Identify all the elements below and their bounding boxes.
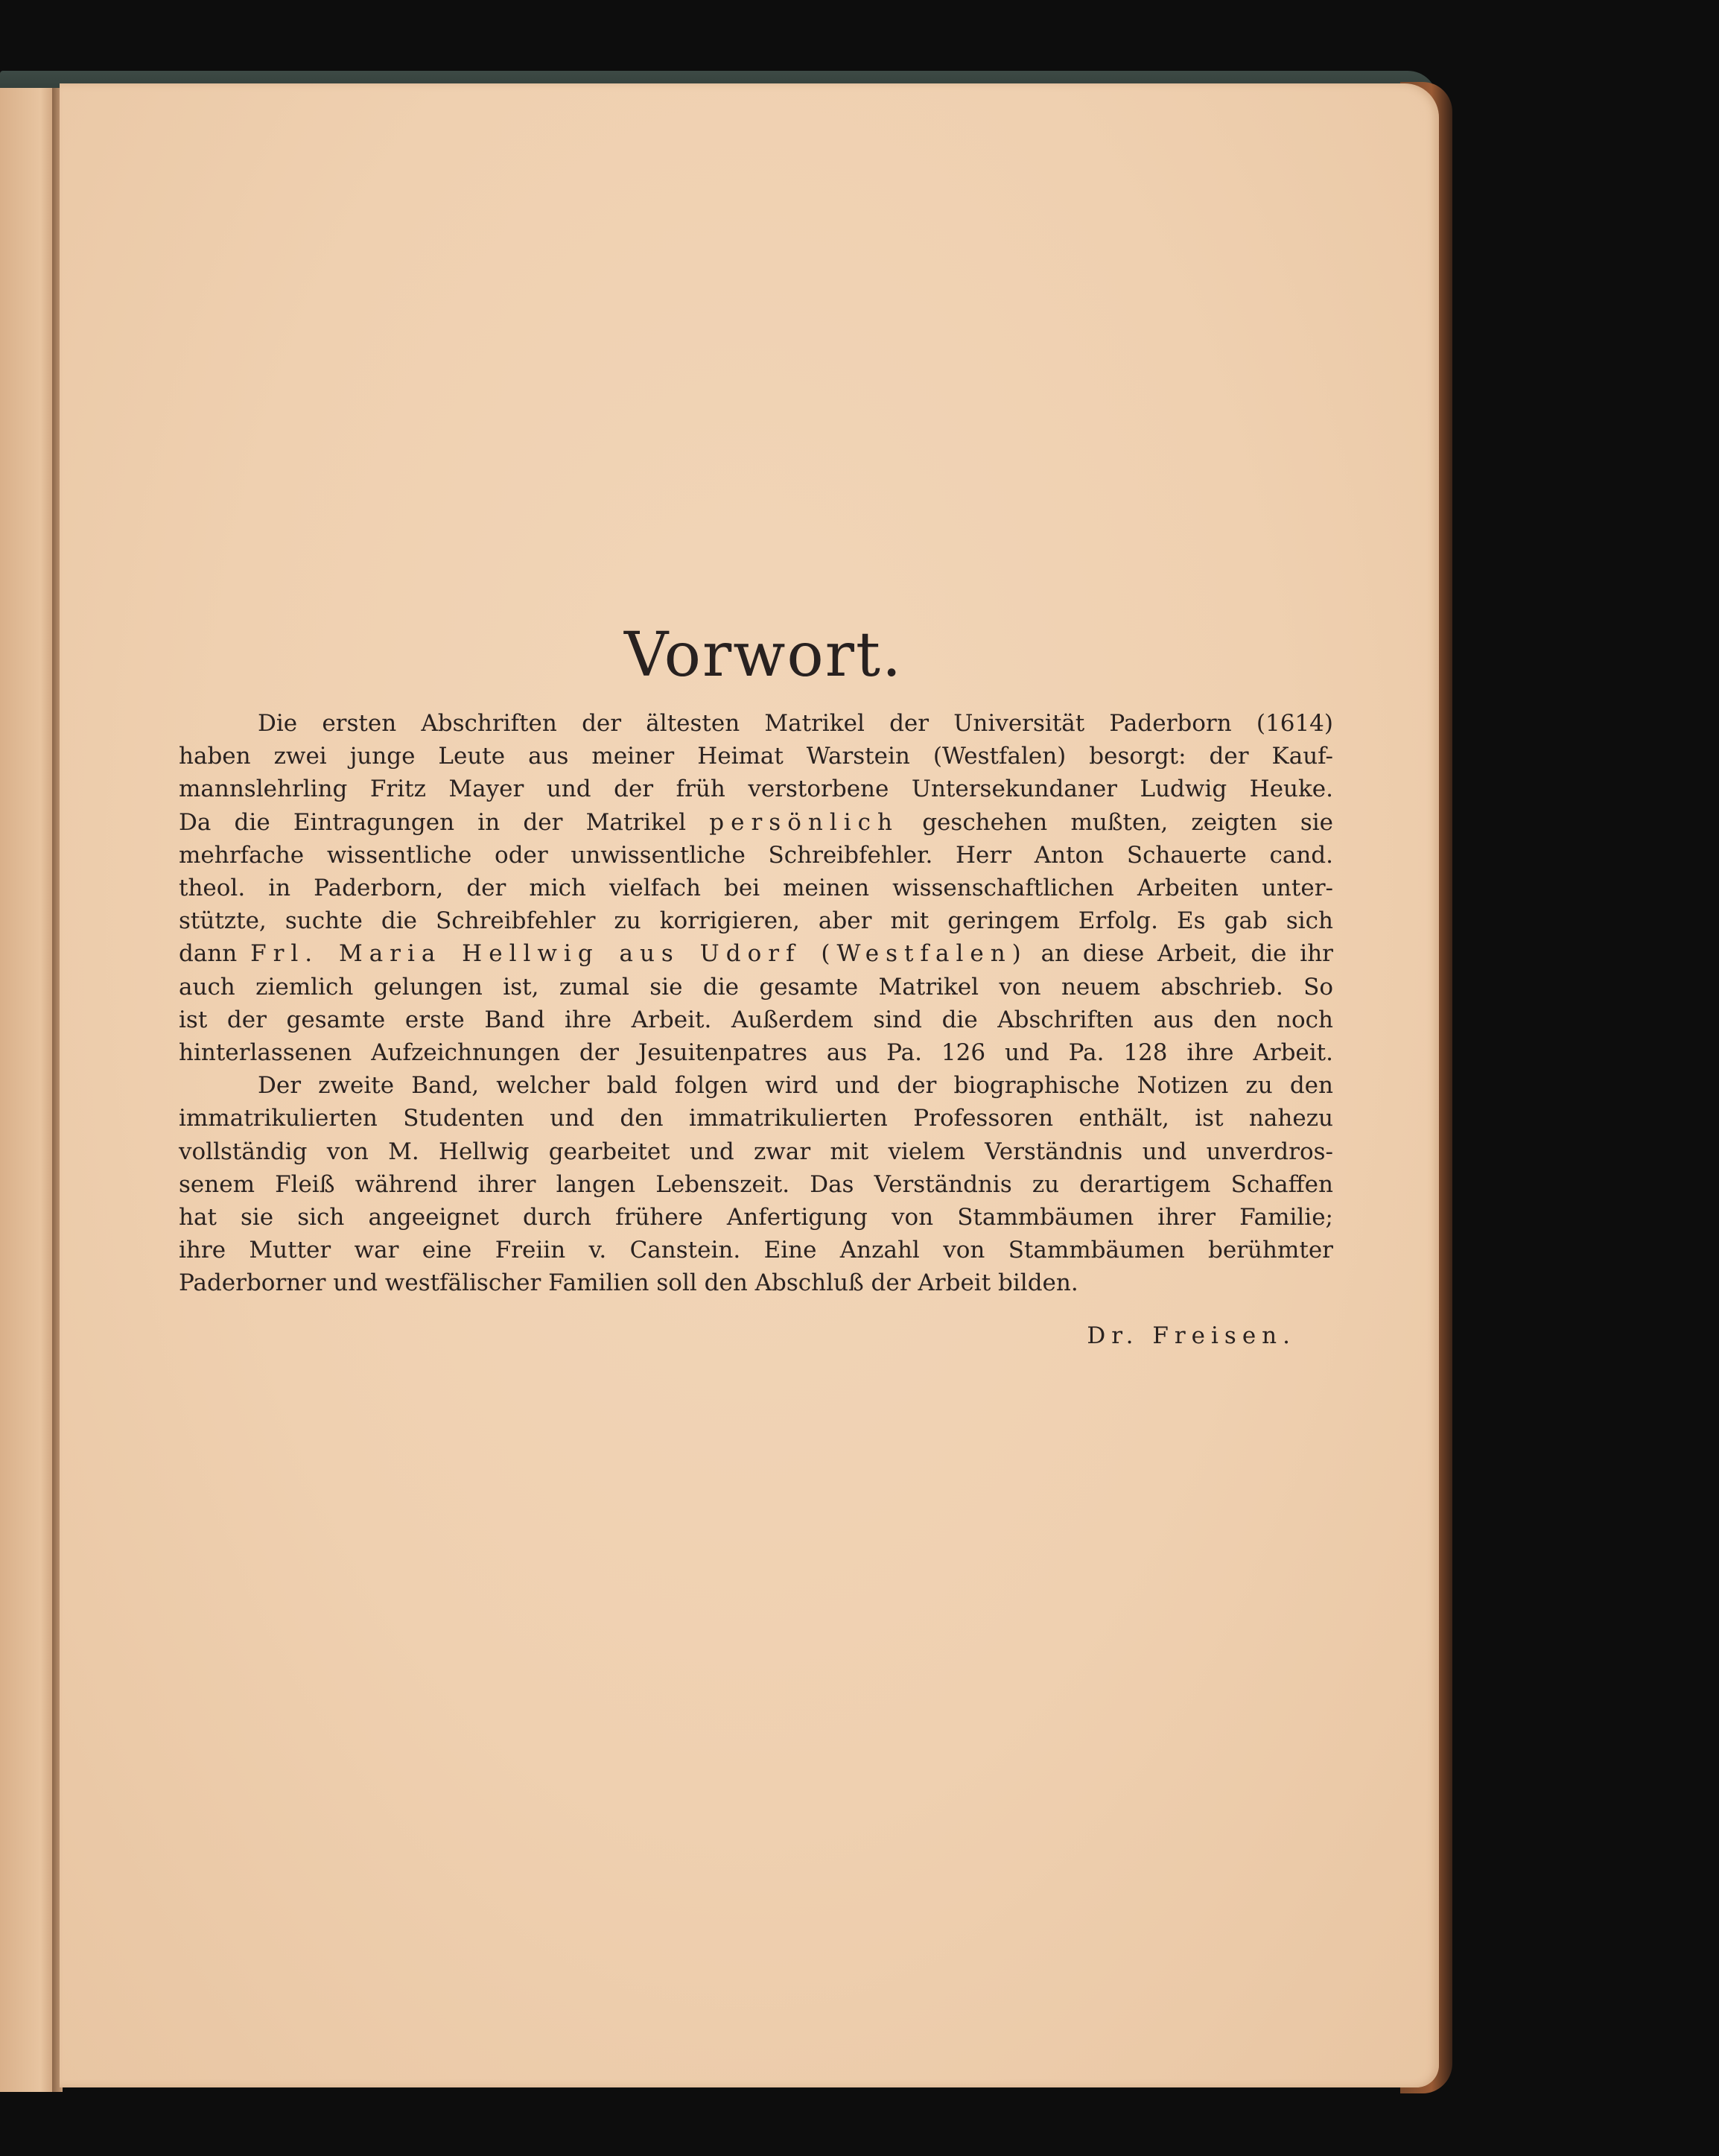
emphasized-text: Frl. Maria Hellwig aus Udorf (Westfalen): [250, 940, 1028, 968]
text-line: Der zweite Band, welcher bald folgen wird und der biographische Notizen zu den: [258, 1072, 1333, 1100]
text-line: theol. in Paderborn, der mich vielfach bei meinen wissenschaftlichen Arbeiten unter-: [179, 875, 1333, 902]
text-line: mehrfache wissentliche oder unwissentliche Schreibfehler. Herr Anton Schauerte cand.: [179, 841, 1333, 869]
emphasized-text: persönlich: [709, 808, 899, 836]
text-line: [179, 806, 1333, 839]
signature: Dr. Freisen.: [1087, 1322, 1296, 1349]
text-line: hat sie sich angeeignet durch frühere Anfertigung von Stammbäumen ihrer Familie;: [179, 1204, 1333, 1231]
text-line: ihre Mutter war eine Freiin v. Canstein. Eine Anzahl von Stammbäumen berühmter: [179, 1237, 1333, 1264]
text-line: Die ersten Abschriften der ältesten Matrikel der Universität Paderborn (1614): [258, 710, 1333, 737]
text-line: mannslehrling Fritz Mayer und der früh verstorbene Untersekundaner Ludwig Heuke.: [179, 776, 1333, 803]
text-segment: an diese Arbeit, die ihr: [1027, 940, 1333, 968]
text-line: ist der gesamte erste Band ihre Arbeit. Außerdem sind die Abschriften aus den noch: [179, 1006, 1333, 1033]
text-line: haben zwei junge Leute aus meiner Heimat Warstein (Westfalen) besorgt: der Kauf-: [179, 743, 1333, 770]
text-line: senem Fleiß während ihrer langen Lebenszeit. Das Verständnis zu derartigem Schaffen: [179, 1170, 1333, 1198]
text-line: immatrikulierten Studenten und den immatrikulierten Professoren enthält, ist nahezu: [179, 1105, 1333, 1132]
text-line: vollständig von M. Hellwig gearbeitet und zwar mit vielem Verständnis und unverdros-: [179, 1138, 1333, 1165]
text-line: hinterlassenen Aufzeichnungen der Jesuitenpatres aus Pa. 126 und Pa. 128 ihre Arbeit.: [179, 1039, 1333, 1067]
text-line: auch ziemlich gelungen ist, zumal sie die gesamte Matrikel von neuem abschrieb. So: [179, 973, 1333, 1001]
text-line: Paderborner und westfälischer Familien soll den Abschluß der Arbeit bilden.: [179, 1269, 1078, 1297]
text-segment: dann: [179, 940, 251, 968]
facing-page-edge: [0, 88, 58, 2092]
page-title: Vorwort.: [623, 620, 903, 691]
text-segment: Da die Eintragungen in der Matrikel: [179, 808, 710, 836]
text-line: stützte, suchte die Schreibfehler zu korrigieren, aber mit geringem Erfolg. Es gab sich: [179, 907, 1333, 935]
paragraph-1: [179, 707, 1333, 1069]
paragraph-2: [179, 1069, 1333, 1299]
page-text-block: [179, 620, 1333, 1349]
text-segment: geschehen mußten, zeigten sie: [899, 808, 1333, 836]
text-line: [179, 937, 1333, 970]
book-page: [60, 83, 1439, 2087]
